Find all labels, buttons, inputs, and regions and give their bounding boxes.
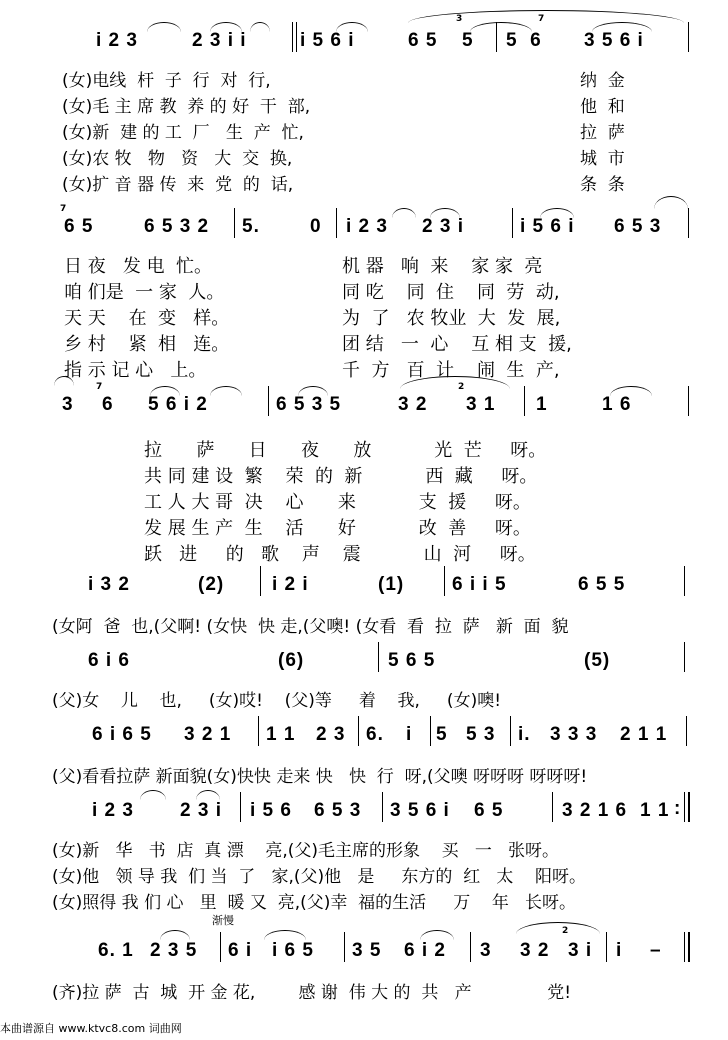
- notes-s3-7: 1: [536, 394, 548, 415]
- slur: [430, 208, 460, 218]
- notes-s5-3: 5 6 5: [388, 650, 436, 671]
- barline: [378, 642, 379, 672]
- lyric-s1-end-v2: 他 和: [580, 97, 625, 117]
- notes-s3-6: 3 1: [466, 394, 496, 415]
- lyric-s5: (父)女 儿 也, (女)哎! (父)等 着 我, (女)噢!: [52, 691, 502, 711]
- barline: [382, 792, 383, 822]
- slur: [610, 386, 652, 396]
- lyric-s3-v2: 共 同 建 设 繁 荣 的 新 西 藏 呀。: [144, 466, 538, 487]
- slur: [210, 386, 242, 396]
- lyric-s1-v4: (女)农 牧 物 资 大 交 换,: [62, 149, 293, 169]
- notes-s4-1: i 3 2: [88, 574, 130, 595]
- lyric-s6: (父)看看拉萨 新面貌(女)快快 走来 快 快 行 呀,(父噢 呀呀呀 呀呀呀!: [52, 767, 588, 787]
- lyric-s2a-v2: 咱 们是 一 家 人。: [64, 282, 225, 303]
- notes-s2-7: i 5 6 i: [520, 216, 575, 237]
- notes-s6-2: 3 2 1: [184, 724, 232, 745]
- lyric-s7-v3: (女)照得 我 们 心 里 暖 又 亮,(父)幸 福的生活 万 年 长呀。: [52, 893, 577, 913]
- lyric-s1-end-v5: 条 条: [580, 175, 625, 195]
- notes-s7-7: 3 2 1 6: [562, 800, 628, 821]
- grace-note: 7: [60, 204, 67, 214]
- lyric-s3-v5: 跃 进 的 歌 声 震 山 河 呀。: [144, 544, 536, 565]
- lyric-s1-end-v4: 城 市: [580, 149, 625, 169]
- notes-s2-4: 0: [310, 216, 322, 237]
- lyric-s7-v2: (女)他 领 导 我 们 当 了 家,(父)他 是 东方的 红 太 阳呀。: [52, 867, 587, 887]
- notes-s8-7: 3: [480, 940, 492, 961]
- notes-s8-9: 3 i: [568, 940, 593, 961]
- notes-s8-11: –: [650, 940, 662, 961]
- lyric-s2a-v4: 乡 村 紧 相 连。: [64, 334, 230, 355]
- grace-note: 2: [562, 926, 569, 936]
- notes-s1-2: 2 3 i i: [192, 30, 247, 51]
- notes-s8-6: 6 i 2: [404, 940, 446, 961]
- notes-s6-8: 5 3: [466, 724, 496, 745]
- lyric-s8: (齐)拉 萨 古 城 开 金 花, 感 谢 伟 大 的 共 产 党!: [52, 983, 572, 1003]
- grace-note: 2: [458, 382, 465, 392]
- tempo-marking: 渐慢: [212, 914, 234, 927]
- barline: [240, 792, 241, 822]
- notes-s4-5: 6 i i 5: [452, 574, 507, 595]
- notes-s6-11: 2 1 1: [620, 724, 668, 745]
- barline: [686, 716, 687, 746]
- notes-s2-6: 2 3 i: [422, 216, 464, 237]
- slur: [298, 386, 328, 396]
- slur: [516, 922, 600, 934]
- barline-thick: [688, 932, 690, 962]
- slur: [264, 930, 306, 940]
- lyric-s2b-v3: 为 了 农 牧业 大 发 展,: [342, 308, 561, 329]
- notes-s3-3: 5 6 i 2: [148, 394, 208, 415]
- barline: [684, 932, 685, 962]
- barline: [552, 792, 553, 822]
- barline: [684, 792, 685, 822]
- notes-s7-4: 6 5 3: [314, 800, 362, 821]
- lyric-s2a-v5: 指 示 记 心 上。: [64, 360, 207, 381]
- notes-s1-7: 3 5 6 i: [584, 30, 644, 51]
- notes-s4-6: 6 5 5: [578, 574, 626, 595]
- lyric-s3-v4: 发 展 生 产 生 活 好 改 善 呀。: [144, 518, 531, 539]
- barline: [292, 22, 293, 52]
- slur: [150, 386, 180, 396]
- repeat-sign: :: [674, 798, 682, 819]
- barline: [684, 642, 685, 672]
- barline: [220, 932, 221, 962]
- lyric-s2a-v3: 天 天 在 变 样。: [64, 308, 230, 329]
- notes-s4-4: (1): [378, 574, 405, 595]
- notes-s6-3: 1 1: [266, 724, 296, 745]
- notes-s4-2: (2): [198, 574, 225, 595]
- slur: [210, 22, 242, 32]
- notes-s8-1: 6. 1: [98, 940, 134, 961]
- lyric-s1-v2: (女)毛 主 席 教 养 的 好 干 部,: [62, 97, 311, 117]
- notes-s8-3: 6 i: [228, 940, 253, 961]
- barline: [268, 386, 269, 416]
- slur: [408, 10, 684, 23]
- notes-s8-5: 3 5: [352, 940, 382, 961]
- slur: [654, 196, 688, 209]
- notes-s2-5: i 2 3: [346, 216, 388, 237]
- slur: [160, 930, 190, 940]
- notes-s5-4: (5): [584, 650, 611, 671]
- notes-s1-3: i 5 6 i: [300, 30, 355, 51]
- notes-s6-6: i: [406, 724, 413, 745]
- barline-thick: [688, 792, 690, 822]
- grace-note: 7: [538, 14, 545, 24]
- barline: [336, 208, 337, 238]
- barline: [524, 386, 525, 416]
- tie: [470, 22, 532, 32]
- lyric-s2a-v1: 日 夜 发 电 忙。: [64, 256, 213, 277]
- lyric-s1-v1: (女)电线 杆 子 行 对 行,: [62, 71, 271, 91]
- barline: [688, 386, 689, 416]
- notes-s1-5: 5: [462, 30, 474, 51]
- lyric-s1-end-v3: 拉 萨: [580, 123, 625, 143]
- barline: [512, 208, 513, 238]
- lyric-s3-v3: 工 人 大 哥 决 心 来 支 援 呀。: [144, 492, 531, 513]
- notes-s3-5: 3 2: [398, 394, 428, 415]
- slur: [392, 208, 416, 218]
- notes-s3-4: 6 5 3 5: [276, 394, 342, 415]
- barline: [430, 716, 431, 746]
- slur: [336, 22, 368, 32]
- notes-s8-8: 3 2: [520, 940, 550, 961]
- notes-s8-2: 2 3 5: [150, 940, 198, 961]
- slur: [420, 930, 454, 940]
- notes-s2-2: 6 5 3 2: [144, 216, 210, 237]
- barline: [234, 208, 235, 238]
- notes-s6-7: 5: [436, 724, 448, 745]
- notes-s4-3: i 2 i: [272, 574, 309, 595]
- slur: [196, 790, 220, 800]
- notes-s2-1: 6 5: [64, 216, 94, 237]
- notes-s2-3: 5.: [242, 216, 260, 237]
- lyric-s3-v1: 拉 萨 日 夜 放 光 芒 呀。: [144, 440, 547, 461]
- slur: [140, 790, 166, 800]
- notes-s7-2: 2 3 i: [180, 800, 222, 821]
- slur: [540, 208, 574, 218]
- notes-s6-10: 3 3 3: [550, 724, 598, 745]
- notes-s1-4: 6 5: [408, 30, 438, 51]
- barline: [606, 932, 607, 962]
- notes-s2-8: 6 5 3: [614, 216, 662, 237]
- notes-s1-1: i 2 3: [96, 30, 138, 51]
- notes-s6-9: i.: [518, 724, 531, 745]
- lyric-s1-v3: (女)新 建 的 工 厂 生 产 忙,: [62, 123, 304, 143]
- slur: [250, 22, 270, 32]
- lyric-s2b-v5: 千 方 百 计 闹 生 产,: [342, 360, 560, 381]
- slur: [592, 22, 652, 32]
- notes-s7-5: 3 5 6 i: [390, 800, 450, 821]
- notes-s1-6: 5 6: [506, 30, 542, 51]
- lyric-s2b-v2: 同 吃 同 住 同 劳 动,: [342, 282, 560, 303]
- notes-s6-4: 2 3: [316, 724, 346, 745]
- notes-s8-10: i: [616, 940, 623, 961]
- slur: [147, 22, 181, 32]
- barline: [260, 566, 261, 596]
- notes-s8-4: i 6 5: [272, 940, 314, 961]
- barline: [688, 22, 689, 52]
- notes-s3-1: 3: [62, 394, 74, 415]
- lyric-s7-v1: (女)新 华 书 店 真 漂 亮,(父)毛主席的形象 买 一 张呀。: [52, 841, 560, 861]
- lyric-s1-v5: (女)扩 音 器 传 来 党 的 话,: [62, 175, 294, 195]
- notes-s7-1: i 2 3: [92, 800, 134, 821]
- barline: [296, 22, 297, 52]
- lyric-s2b-v1: 机 器 响 来 家 家 亮: [342, 256, 543, 277]
- lyric-s4: (女阿 爸 也,(父啊! (女快 快 走,(父噢! (女看 看 拉 萨 新 面 貌: [52, 617, 569, 637]
- lyric-s2b-v4: 团 结 一 心 互 相 支 援,: [342, 334, 572, 355]
- notes-s3-2: 6: [102, 394, 114, 415]
- grace-note: 7: [96, 382, 103, 392]
- barline: [358, 716, 359, 746]
- barline: [470, 932, 471, 962]
- notes-s7-3: i 5 6: [250, 800, 292, 821]
- barline: [510, 716, 511, 746]
- grace-note: 3: [456, 14, 463, 24]
- notes-s7-6: 6 5: [474, 800, 504, 821]
- notes-s6-5: 6.: [366, 724, 384, 745]
- notes-s6-1: 6 i 6 5: [92, 724, 152, 745]
- notes-s5-1: 6 i 6: [88, 650, 130, 671]
- lyric-s1-end-v1: 纳 金: [580, 71, 625, 91]
- notes-s5-2: (6): [278, 650, 305, 671]
- barline: [344, 932, 345, 962]
- notes-s7-8: 1 1: [640, 800, 670, 821]
- notes-s3-8: 1 6: [602, 394, 632, 415]
- barline: [684, 566, 685, 596]
- barline: [444, 566, 445, 596]
- source-footer: 本曲谱源自 www.ktvc8.com 词曲网: [0, 1022, 182, 1035]
- barline: [258, 716, 259, 746]
- barline: [688, 208, 689, 238]
